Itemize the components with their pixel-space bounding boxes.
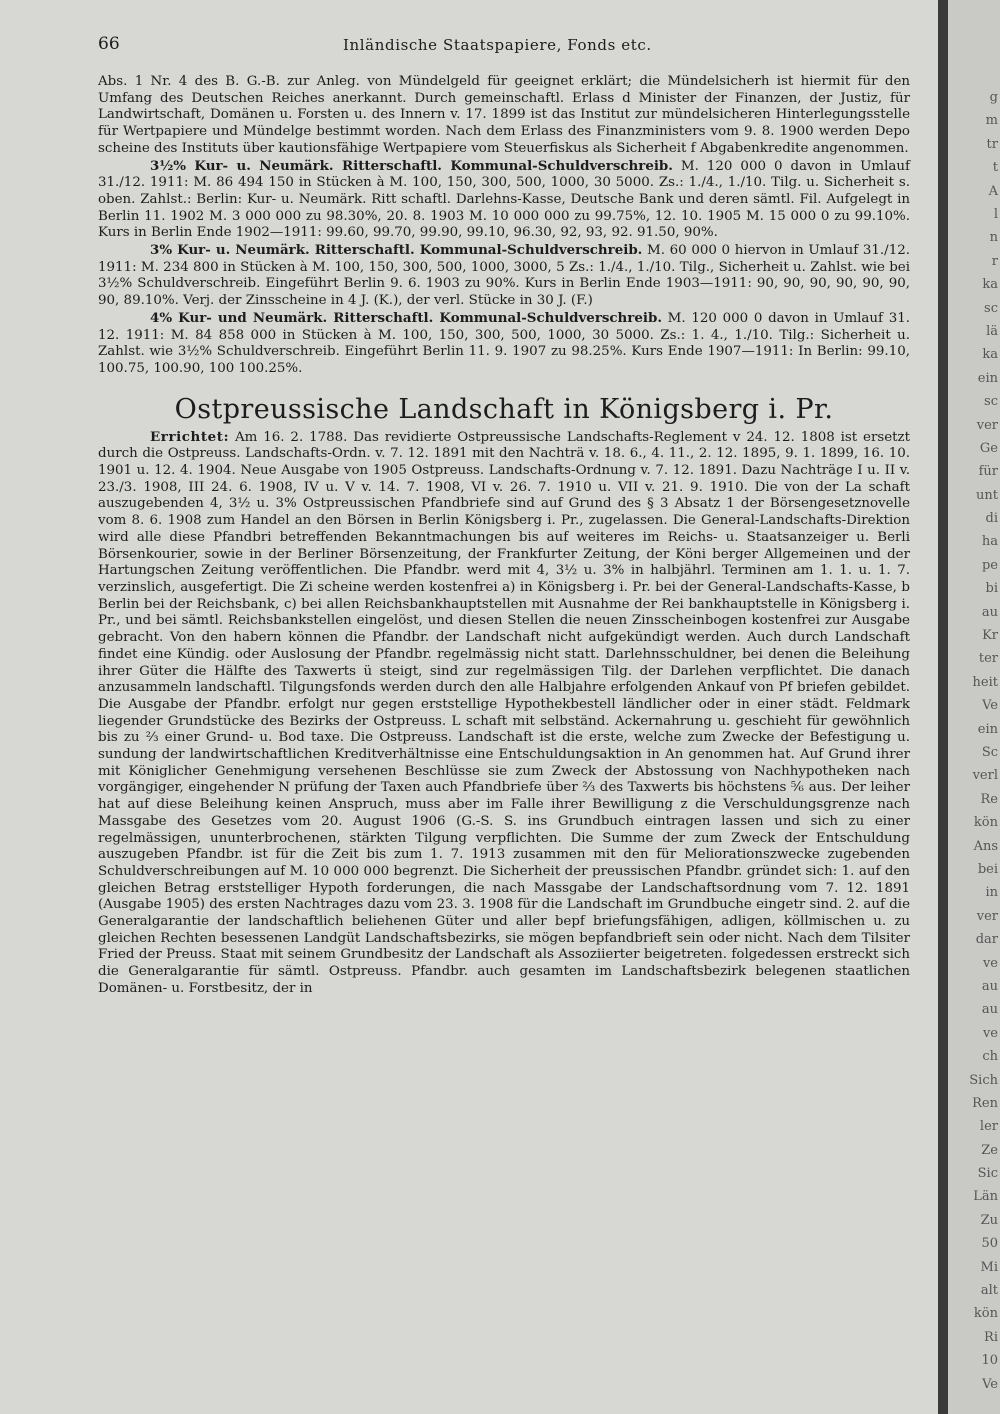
adjacent-page-fragment: 50	[981, 1236, 998, 1252]
entry-heading: 3% Kur- u. Neumärk. Ritterschaftl. Kommunal-Schuldverschreib.	[150, 242, 643, 259]
adjacent-page-fragment: n	[989, 230, 998, 246]
adjacent-page-fragment: kön	[973, 1306, 998, 1322]
section-title: Ostpreussische Landschaft in Königsberg i. Pr.	[174, 393, 834, 425]
adjacent-page-fragment: m	[985, 113, 998, 129]
adjacent-page-fragment: ein	[977, 721, 998, 737]
adjacent-page-fragment: Ans	[973, 838, 998, 854]
adjacent-page-fragment: A	[988, 183, 998, 199]
adjacent-page-fragment: ka	[982, 347, 998, 363]
running-title: Inländische Staatspapiere, Fonds etc.	[343, 36, 652, 54]
entry-text: M. 60 000 0 hiervon in Umlauf 31./12. 1911: M. 234 800 in Stücken à M. 100, 150, 300, 500, 1000, 3000, 5 Zs.: 1./4., 1./10. Tilg., Sicherheit u. Zahlst. wie bei 3½% Schuldverschreib. Eingeführt Berlin 9. 6. 1903 zu 90%. Kurs in Berlin Ende 1903—1911: 90, 90, 90, 90, 90, 90, 90, 89.10%. Verj. der Zinsscheine in 4 J. (K.), der verl. Stücke in 30 J. (F.)	[98, 243, 910, 309]
adjacent-page-fragment: di	[985, 511, 998, 527]
adjacent-page-fragment: ha	[981, 534, 998, 550]
adjacent-page-fragment: sc	[984, 394, 998, 410]
adjacent-page-fragment: ve	[982, 955, 998, 971]
entry-heading: 3½% Kur- u. Neumärk. Ritterschaftl. Kommunal-Schuldverschreib.	[150, 157, 673, 174]
adjacent-page-fragment: t	[992, 160, 998, 176]
bond-entry-3	[98, 242, 910, 310]
section-body-text: Am 16. 2. 1788. Das revidierte Ostpreussische Landschafts-Reglement v 24. 12. 1808 ist ersetzt durch die Ostpreuss. Landschafts-Ordn. v. 7. 12. 1891 mit den Nachträ v. 18. 6., 4. 11., 2. 12. 1895, 9. 1. 1899, 16. 10. 1901 u. 12. 4. 1904. Neue Ausgabe von 1905 Ostpreuss. Landschafts-Ordnung v. 7. 12. 1891. Dazu Nachträge I u. II v. 23./3. 1908, III 24. 6. 1908, IV u. V v. 14. 7. 1908, VI v. 26. 7. 1910 u. VII v. 21. 9. 1910. Die von der La schaft auszugebenden 4, 3½ u. 3% Ostpreussischen Pfandbriefe sind auf Grund des § 3 Absatz 1 der Börsengesetznovelle vom 8. 6. 1908 zum Handel an den Börsen in Berlin Königsberg i. Pr., zugelassen. Die General-Landschafts-Direktion wird alle diese Pfandbri betreffenden Bekanntmachungen bis auf weiteres im Reichs- u. Staatsanzeiger u. Berli Börsenkourier, sowie in der Berliner Börsenzeitung, der Frankfurter Zeitung, der Köni berger Allgemeinen und der Hartungschen Zeitung veröffentlichen. Die Pfandbr. werd mit 4, 3½ u. 3% in halbjährl. Terminen am 1. 1. u. 1. 7. verzinslich, ausgefertigt. Die Zi scheine werden kostenfrei a) in Königsberg i. Pr. bei der General-Landschafts-Kasse, b Berlin bei der Reichsbank, c) bei allen Reichsbankhauptstellen mit Ausnahme der Rei bankhauptstelle in Königsberg i. Pr., und bei sämtl. Reichsbankstellen eingelöst, und diesen Stellen die neuen Zinsscheinbogen kostenfrei zur Ausgabe gebracht. Von den habern können die Pfandbr. der Landschaft nicht aufgekündigt werden. Auch durch Landschaft findet eine Kündig. oder Auslosung der Pfandbr. regelmässig nicht statt. Darlehnsschuldner, bei denen die Beleihung ihrer Güter die Hälfte des Taxwerts ü steigt, sind zur regelmässigen Tilg. der Darlehen verpflichtet. Die danach anzusammeln landschaftl. Tilgungsfonds werden durch den alle Halbjahre erfolgenden Ankauf von Pf briefen gebildet. Die Ausgabe der Pfandbr. erfolgt nur gegen erststellige Hypothekbestell ländlicher oder in einer städt. Feldmark liegender Grundstücke des Bezirks der Ostpreuss. L schaft mit selbständ. Ackernahrung u. geschieht für gewöhnlich bis zu ⅔ einer Grund- u. Bod taxe. Die Ostpreuss. Landschaft ist die erste, welche zum Zwecke der Befestigung u. sundung der landwirtschaftlichen Kreditverhältnisse eine Entschuldungsaktion in An genommen hat. Auf Grund ihrer mit Königlicher Genehmigung versehenen Beschlüsse sie zum Zweck der Abstossung von Nachhypotheken nach vorgängiger, eingehender N prüfung der Taxen auch Pfandbriefe über ⅔ des Taxwerts bis höchstens ⅚ aus. Der leiher hat auf diese Beleihung keinen Anspruch, muss aber im Falle ihrer Bewilligung z die Verschuldungsgrenze nach Massgabe des Gesetzes vom 20. August 1906 (G.-S. S. ins Grundbuch eintragen lassen und sich zu einer regelmässigen, ununterbrochenen, stärkten Tilgung verpflichten. Die Summe der zum Zweck der Entschuldung auszugeben Pfandbr. ist für die Zeit bis zum 1. 7. 1913 zusammen mit den für Meliorationszwecke zugebenden Schuldverschreibungen auf M. 10 000 000 begrenzt. Die Sicherheit der preussischen Pfandbr. gründet sich: 1. auf den gleichen Betrag erststelliger Hypoth forderungen, die nach Massgabe der Landschaftsordnung vom 7. 12. 1891 (Ausgabe 1905) des ersten Nachtrages dazu vom 23. 3. 1908 für die Landschaft im Grundbuche eingetr sind. 2. auf die Generalgarantie der landschaftlich beliehenen Güter und aller bepf briefungsfähigen, adligen, köllmischen u. zu gleichen Rechten besessenen Landgüt Landschaftsbezirks, sie mögen bepfandbrieft sein oder nicht. Nach dem Tilsiter Fried der Preuss. Staat mit seinem Grundbesitz der Landschaft als Assoziierter beigetreten. folgedessen erstreckt sich die Generalgarantie für sämtl. Ostpreuss. Pfandbr. auch gesamten im Landschaftsbezirk belegenen staatlichen Domänen- u. Forstbesitz, der in	[98, 429, 910, 996]
entry-text: M. 120 000 0 davon in Umlauf 31./12. 1911: M. 86 494 150 in Stücken à M. 100, 150, 300, 500, 1000, 30 5000. Zs.: 1./4., 1./10. Tilg. u. Sicherheit s. oben. Zahlst.: Berlin: Kur- u. Neumärk. Ritt schaftl. Darlehns-Kasse, Deutsche Bank und deren sämtl. Fil. Aufgelegt in Berlin 11. 1902 M. 3 000 000 zu 98.30%, 20. 8. 1903 M. 10 000 000 zu 99.75%, 12. 10. 1905 M. 15 000 0 zu 99.10%. Kurs in Berlin Ende 1902—1911: 99.60, 99.70, 99.90, 99.10, 96.30, 92, 93, 92. 91.50, 90%.	[98, 158, 910, 241]
adjacent-page-fragment: au	[981, 978, 998, 994]
adjacent-page-fragment: pe	[981, 557, 998, 573]
adjacent-page-fragment: l	[993, 206, 998, 222]
adjacent-page-fragment: heit	[972, 674, 998, 690]
entry-text: M. 120 000 0 davon in Umlauf 31. 12. 1911: M. 84 858 000 in Stücken à M. 100, 150, 300, 500, 1000, 30 5000. Zs.: 1. 4., 1./10. Tilg.: Sicherheit u. Zahlst. wie 3½% Schuldverschreib. Eingeführt Berlin 11. 9. 1907 zu 98.25%. Kurs Ende 1907—1911: In Berlin: 99.10, 100.75, 100.90, 100 100.25%.	[98, 310, 910, 376]
adjacent-page-fragment: au	[981, 604, 998, 620]
book-spine-shadow	[938, 0, 948, 1414]
adjacent-page-fragment: alt	[980, 1283, 998, 1299]
adjacent-page-fragment: Sic	[977, 1166, 998, 1182]
adjacent-page-fragment: unt	[976, 487, 998, 503]
adjacent-page-fragment: tr	[986, 136, 998, 152]
adjacent-page-fragment: Län	[973, 1189, 998, 1205]
adjacent-page-fragment: au	[981, 1002, 998, 1018]
intro-paragraph: Abs. 1 Nr. 4 des B. G.-B. zur Anleg. von Mündelgeld für geeignet erklärt; die Mündelsicherh ist hiermit für den Umfang des Deutschen Reiches anerkannt. Durch gemeinschaftl. Erlass d Minister der Finanzen, der Justiz, für Landwirtschaft, Domänen u. Forsten u. des Innern v. 17. 1899 ist das Institut zur mündelsicheren Hinterlegungsstelle für Wertpapiere und Mündelge bestimmt worden. Nach dem Erlass des Finanzministers vom 9. 8. 1900 werden Depo scheine des Instituts über kautionsfähige Wertpapiere vom Steuerfiskus als Sicherheit f Abgabenkredite angenommen.	[98, 74, 910, 156]
adjacent-page-fragment: Ri	[984, 1329, 998, 1345]
adjacent-page-fragment: sc	[984, 300, 998, 316]
adjacent-page-fragment: Kr	[982, 628, 998, 644]
adjacent-page-fragment: 10	[981, 1353, 998, 1369]
running-header	[98, 34, 908, 58]
adjacent-page-fragment: ver	[976, 908, 998, 924]
adjacent-page-fragment: Ve	[982, 1376, 998, 1392]
adjacent-page-edge	[948, 0, 1000, 1414]
adjacent-page-fragment: Ze	[981, 1142, 998, 1158]
adjacent-page-fragment: ter	[978, 651, 998, 667]
adjacent-page-fragment: Ve	[982, 698, 998, 714]
bond-entry-4	[98, 310, 910, 378]
adjacent-page-fragment: Sc	[981, 745, 998, 760]
section-label: Errichtet:	[150, 428, 230, 445]
adjacent-page-fragment: lä	[986, 323, 998, 339]
adjacent-page-fragment: verl	[972, 768, 998, 784]
adjacent-page-fragment: für	[978, 464, 998, 480]
adjacent-page-fragment: Re	[980, 791, 998, 807]
adjacent-page-fragment: ein	[977, 370, 998, 386]
adjacent-page-fragment: ver	[976, 417, 998, 433]
adjacent-page-fragment: r	[991, 253, 998, 269]
page-number: 66	[98, 34, 120, 54]
adjacent-page-fragment: bei	[977, 861, 998, 877]
adjacent-page-fragment: in	[985, 885, 998, 901]
text-column	[98, 74, 910, 998]
adjacent-page-fragment: Mi	[980, 1259, 998, 1275]
adjacent-page-fragment: Zu	[980, 1212, 998, 1228]
adjacent-page-fragment: Ren	[972, 1095, 998, 1111]
adjacent-page-fragment: Sich	[969, 1072, 998, 1088]
adjacent-page-fragment: dar	[975, 932, 998, 948]
adjacent-page-fragment: ve	[982, 1025, 998, 1041]
bond-entry-3-5	[98, 158, 910, 243]
adjacent-page-fragment: bi	[985, 581, 998, 597]
adjacent-page-fragment: g	[989, 90, 998, 105]
adjacent-page-fragment: ch	[982, 1049, 998, 1065]
adjacent-page-fragment: Ge	[979, 440, 998, 456]
adjacent-page-fragment: ka	[982, 277, 998, 293]
adjacent-page-fragment: ler	[979, 1119, 998, 1135]
section-body	[98, 429, 910, 998]
adjacent-page-fragment: kön	[973, 815, 998, 831]
entry-heading: 4% Kur- und Neumärk. Ritterschaftl. Kommunal-Schuldverschreib.	[150, 309, 662, 326]
